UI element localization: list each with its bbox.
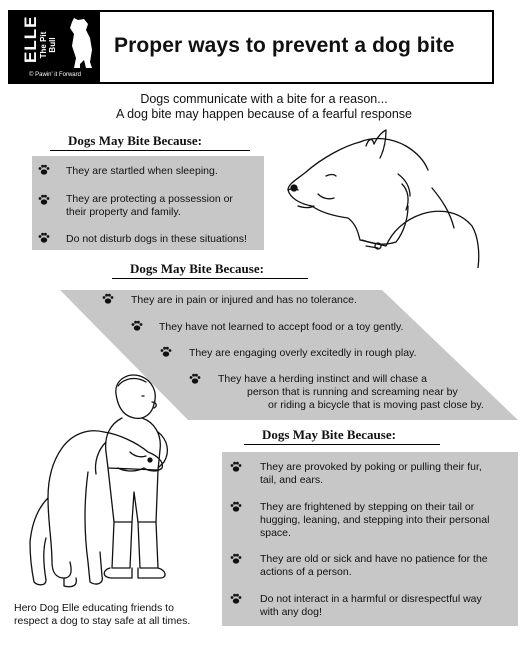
dog-silhouette-icon xyxy=(66,16,96,70)
paw-icon xyxy=(230,501,242,513)
intro-line-2: A dog bite may happen because of a fearful response xyxy=(115,107,413,121)
list-item: Do not interact in a harmful or disrespectful way with any dog! xyxy=(260,593,482,618)
header-banner xyxy=(8,10,494,84)
page-title: Proper ways to prevent a dog bite xyxy=(114,34,455,57)
list-item: They are old or sick and have no patience for the actions of a person. xyxy=(260,553,488,578)
paw-icon xyxy=(38,194,50,206)
logo-subtitle: The Pit Bull xyxy=(39,31,57,59)
paw-icon xyxy=(230,593,242,605)
boy-and-dog-illustration xyxy=(18,372,218,594)
section-2-divider xyxy=(112,278,308,279)
list-item: They are startled when sleeping. xyxy=(66,165,218,177)
section-1-divider xyxy=(50,150,250,151)
logo-footer: © Pawin' it Forward xyxy=(29,72,81,78)
list-item: They are engaging overly excitedly in rough play. xyxy=(189,347,417,359)
paw-icon xyxy=(230,461,242,473)
paw-icon xyxy=(160,346,172,358)
section-3-heading: Dogs May Bite Because: xyxy=(262,427,396,442)
paw-icon xyxy=(230,553,242,565)
section-1-heading: Dogs May Bite Because: xyxy=(68,133,202,148)
list-item: They are in pain or injured and has no tolerance. xyxy=(131,294,357,306)
paw-icon xyxy=(38,232,50,244)
paw-icon xyxy=(38,164,50,176)
dog-head-illustration xyxy=(282,128,500,268)
list-item: They are protecting a possession or their property and family. xyxy=(66,193,233,218)
list-item: Do not disturb dogs in these situations! xyxy=(66,233,247,245)
intro-line-1: Dogs communicate with a bite for a reason... xyxy=(140,92,388,106)
list-item: They have a herding instinct and will chase a person that is running and screaming near by or riding a bicycle that is moving past close by. xyxy=(218,373,484,411)
paw-icon xyxy=(131,320,143,332)
list-item: They are frightened by stepping on their tail or hugging, leaning, and stepping into their personal space. xyxy=(260,501,490,539)
logo xyxy=(10,12,100,82)
section-2-heading: Dogs May Bite Because: xyxy=(130,261,264,276)
illustration-caption: Hero Dog Elle educating friends to respect a dog to stay safe at all times. xyxy=(14,602,191,627)
section-3-divider xyxy=(244,444,440,445)
paw-icon xyxy=(102,293,114,305)
list-item: They are provoked by poking or pulling their fur, tail, and ears. xyxy=(260,461,482,486)
list-item: They have not learned to accept food or a toy gently. xyxy=(159,321,404,333)
logo-name: ELLE xyxy=(21,15,40,63)
